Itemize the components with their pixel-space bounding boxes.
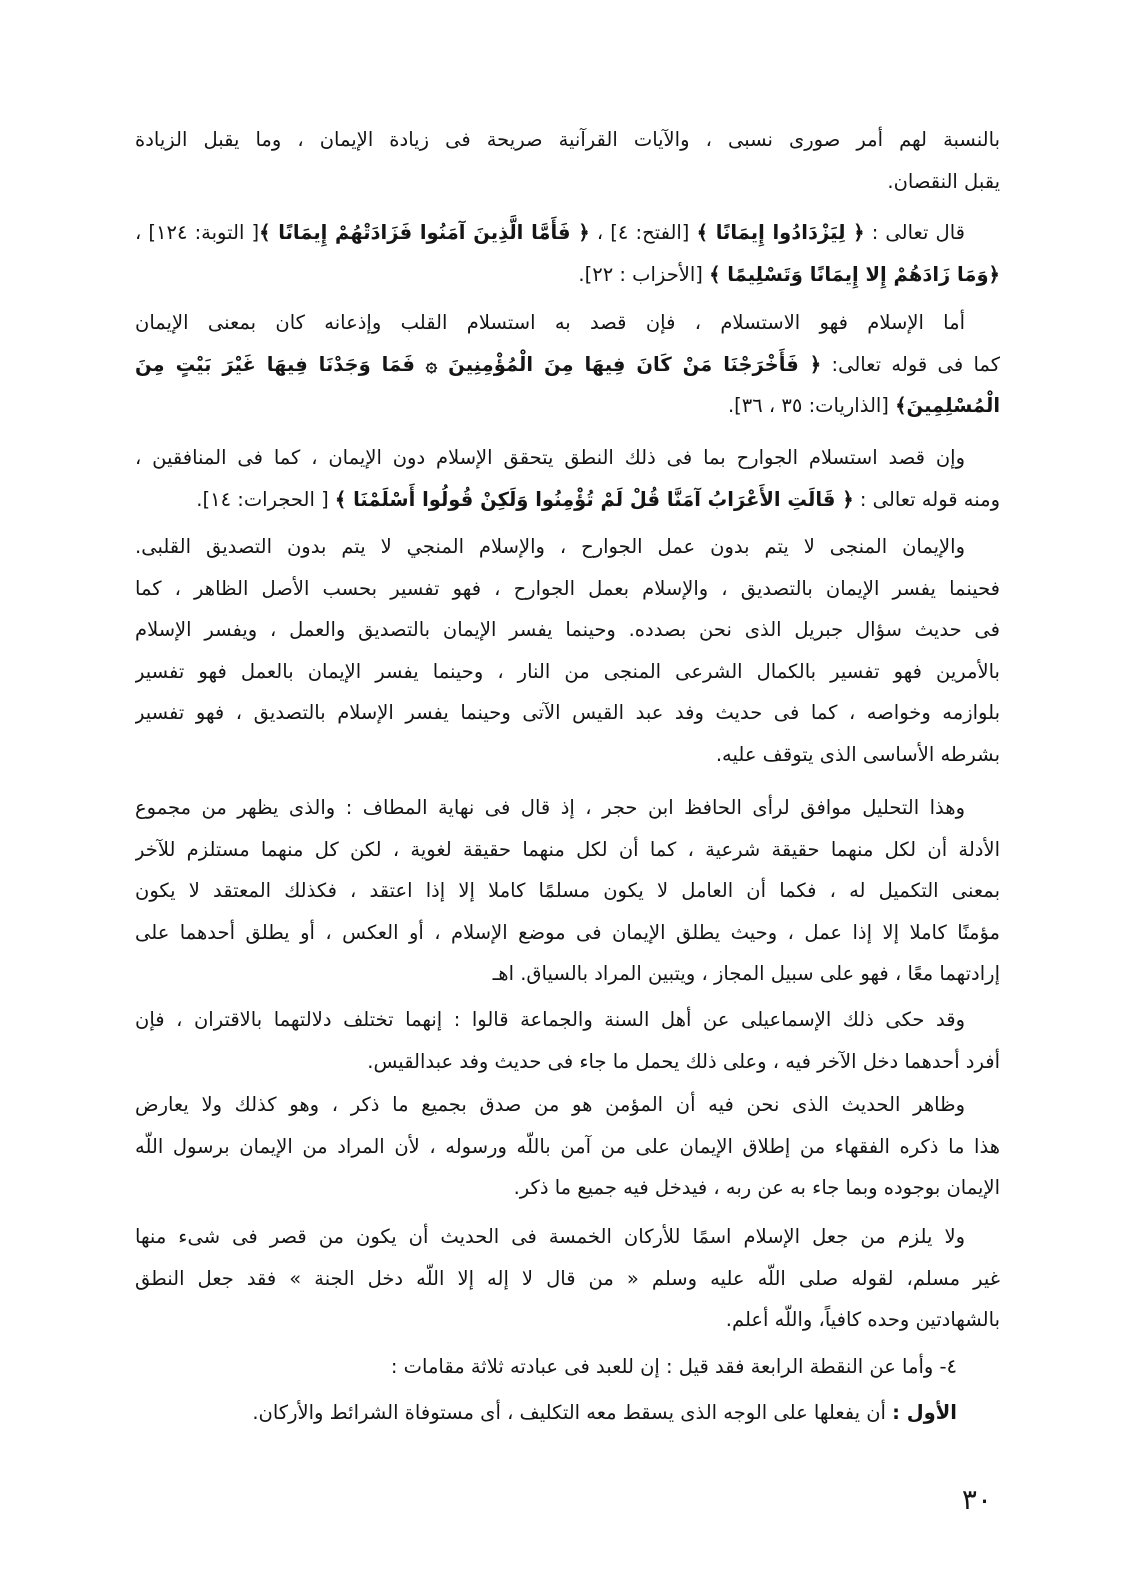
text-line	[135, 1299, 1000, 1341]
paragraph	[135, 437, 1000, 520]
text-line	[135, 385, 1000, 427]
page-number: ٣٠	[961, 1483, 992, 1516]
text-segment: وهذا التحليل موافق لرأى الحافظ ابن حجر ، إذ قال فى نهاية المطاف : والذى يظهر من مجموع	[135, 796, 965, 819]
text-line	[135, 1258, 1000, 1300]
text-segment: [ الحجرات: ١٤].	[196, 487, 335, 511]
paragraph	[135, 1346, 1000, 1388]
text-segment: بالنسبة لهم أمر صورى نسبى ، والآيات القرآنية صريحة فى زيادة الإيمان ، وما يقبل الزيادة	[135, 128, 1000, 151]
text-segment: فى حديث سؤال جبريل الذى نحن بصدده. وحينما يفسر الإيمان بالتصديق والعمل ، ويفسر الإسلام	[135, 618, 1000, 641]
paragraph	[135, 787, 1000, 995]
bold-text: ﴿ لِيَزْدَادُوا إِيمَانًا ﴾	[696, 221, 865, 244]
text-line	[135, 344, 1000, 386]
text-segment: فحينما يفسر الإيمان بالتصديق ، والإسلام بعمل الجوارح ، فهو تفسير بحسب الأصل الظاهر ، كما	[135, 576, 1000, 600]
paragraph	[135, 212, 1000, 295]
text-line	[135, 912, 1000, 954]
text-segment: أفرد أحدهما دخل الآخر فيه ، وعلى ذلك يحمل ما جاء فى حديث وفد عبدالقيس.	[367, 1049, 1000, 1073]
paragraph	[135, 302, 1000, 427]
text-segment: وقد حكى ذلك الإسماعيلى عن أهل السنة والجماعة قالوا : إنهما تختلف دلالتهما بالاقتران ، فإن	[135, 1008, 965, 1031]
text-segment: الأدلة أن لكل منهما حقيقة شرعية ، كما أن لكل منهما حقيقة لغوية ، لكن كل منهما مستلزم للآخر	[135, 837, 1000, 861]
text-line	[135, 1346, 1000, 1388]
text-segment: وإن قصد استسلام الجوارح بما فى ذلك النطق يتحقق الإسلام دون الإيمان ، كما فى المنافقين ،	[135, 446, 965, 469]
text-segment: وظاهر الحديث الذى نحن فيه أن المؤمن هو من صدق بجميع ما ذكر ، وهو كذلك ولا يعارض	[135, 1093, 965, 1116]
text-line	[135, 479, 1000, 521]
text-line	[135, 119, 1000, 161]
text-segment: هذا ما ذكره الفقهاء من إطلاق الإيمان على من آمن باللّه ورسوله ، لأن المراد من الإيمان برسول اللّه	[135, 1134, 1000, 1158]
text-segment: يقبل النقصان.	[887, 169, 1000, 193]
text-segment: بلوازمه وخواصه ، كما فى حديث وفد عبد القيس الآتى وحينما يفسر الإسلام بالتصديق ، فهو تفسير	[135, 701, 1000, 724]
text-line	[135, 870, 1000, 912]
text-segment: ومنه قوله تعالى :	[853, 487, 1000, 511]
text-line	[135, 692, 1000, 734]
text-line	[135, 953, 1000, 995]
text-line	[135, 437, 1000, 479]
text-line	[135, 1126, 1000, 1168]
text-line	[135, 734, 1000, 776]
text-line	[135, 254, 1000, 296]
text-segment: بمعنى التكميل له ، فكما أن العامل لا يكون مسلمًا كاملا إلا إذا اعتقد ، فكذلك المعتقد لا يكون	[135, 879, 1000, 902]
text-line	[135, 526, 1000, 568]
bold-text: ﴿ قَالَتِ الأَعْرَابُ آمَنَّا قُلْ لَمْ تُؤْمِنُوا وَلَكِنْ قُولُوا أَسْلَمْنَا ﴾	[334, 487, 854, 511]
text-segment: أن يفعلها على الوجه الذى يسقط معه التكليف ، أى مستوفاة الشرائط والأركان.	[252, 1401, 893, 1424]
text-line	[135, 1084, 1000, 1126]
text-line	[135, 1041, 1000, 1083]
bold-text: الأول :	[892, 1401, 957, 1424]
bold-text: ﴿وَمَا زَادَهُمْ إِلا إِيمَانًا وَتَسْلِيمًا ﴾	[709, 262, 1000, 286]
text-line	[135, 787, 1000, 829]
text-segment: بالشهادتين وحده كافياً، واللّه أعلم.	[725, 1308, 1000, 1331]
text-segment: [الأحزاب : ٢٢].	[578, 262, 710, 286]
text-segment: ٤- وأما عن النقطة الرابعة فقد قيل : إن للعبد فى عبادته ثلاثة مقامات :	[390, 1355, 957, 1378]
text-segment: الإيمان بوجوده وبما جاء به عن ربه ، فيدخل فيه جميع ما ذكر.	[513, 1176, 1000, 1199]
text-segment: أما الإسلام فهو الاستسلام ، فإن قصد به استسلام القلب وإذعانه كان بمعنى الإيمان	[135, 311, 965, 334]
text-segment: [الفتح: ٤] ،	[589, 221, 697, 244]
text-line	[135, 829, 1000, 871]
paragraph	[135, 999, 1000, 1082]
paragraph	[135, 526, 1000, 775]
text-line	[135, 161, 1000, 203]
bold-text: ﴿ فَأَمَّا الَّذِينَ آمَنُوا فَزَادَتْهُمْ إِيمَانًا ﴾	[259, 221, 590, 244]
text-line	[135, 651, 1000, 693]
paragraph	[135, 1216, 1000, 1341]
paragraph	[135, 1084, 1000, 1209]
text-line	[135, 302, 1000, 344]
text-segment: إرادتهما معًا ، فهو على سبيل المجاز ، ويتبين المراد بالسياق. اهـ	[492, 962, 1000, 985]
text-line	[135, 609, 1000, 651]
text-line	[135, 568, 1000, 610]
paragraph	[135, 1392, 1000, 1434]
text-segment: بشرطه الأساسى الذى يتوقف عليه.	[715, 742, 1000, 766]
text-line	[135, 999, 1000, 1041]
text-segment: والإيمان المنجى لا يتم بدون عمل الجوارح ، والإسلام المنجي لا يتم بدون التصديق القلبى.	[135, 535, 965, 558]
text-segment: [ التوبة: ١٢٤] ،	[135, 221, 260, 244]
text-segment: قال تعالى :	[864, 221, 965, 244]
text-line	[135, 1392, 1000, 1434]
text-segment: ولا يلزم من جعل الإسلام اسمًا للأركان الخمسة فى الحديث أن يكون من قصر فى شىء منها	[135, 1225, 965, 1248]
text-segment: [الذاريات: ٣٥ ، ٣٦].	[727, 394, 896, 417]
text-line	[135, 1167, 1000, 1209]
paragraph	[135, 119, 1000, 202]
text-segment: بالأمرين فهو تفسير بالكمال الشرعى المنجى من النار ، وحينما يفسر الإيمان بالعمل فهو تفسير	[135, 659, 1000, 683]
text-segment: كما فى قوله تعالى:	[821, 352, 1000, 376]
bold-text: الْمُسْلِمِينَ﴾	[895, 394, 1000, 417]
text-line	[135, 1216, 1000, 1258]
text-segment: غير مسلم، لقوله صلى اللّه عليه وسلم « من قال لا إله إلا اللّه دخل الجنة » فقد جعل النطق	[135, 1266, 1000, 1290]
text-line	[135, 212, 1000, 254]
bold-text: ﴿ فَأَخْرَجْنَا مَنْ كَانَ فِيهَا مِنَ الْمُؤْمِنِينَ ۞ فَمَا وَجَدْنَا فِيهَا غَيْرَ بَيْتٍ مِنَ	[135, 352, 822, 376]
text-segment: مؤمنًا كاملا إلا إذا عمل ، وحيث يطلق الإيمان فى موضع الإسلام ، أو العكس ، أو يطلق أحدهما على	[135, 920, 1000, 944]
